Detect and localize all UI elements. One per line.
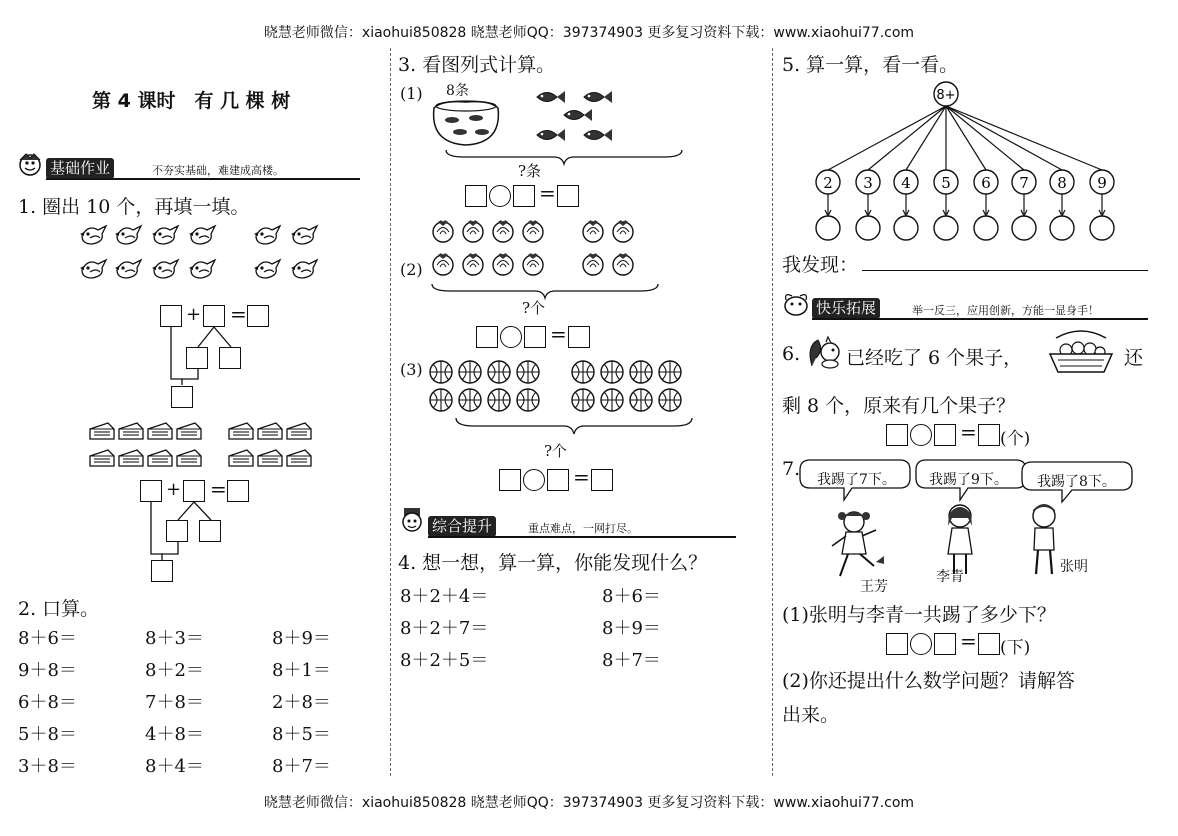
- section-banner-basic: [16, 156, 360, 180]
- tomato-icon: [520, 250, 546, 276]
- q4-expression[interactable]: 8＋2＋7＝: [400, 618, 489, 639]
- answer-box[interactable]: [568, 326, 590, 348]
- ball-icon: [486, 359, 512, 385]
- answer-box[interactable]: [140, 480, 162, 502]
- ball-icon: [599, 387, 625, 413]
- oral-calc-item[interactable]: 9＋8＝: [18, 660, 77, 681]
- q7-sub2: (2)你还提出什么数学问题？请解答: [782, 670, 1075, 692]
- pencil-case-icon: [175, 421, 203, 441]
- q7-sub2-end: 出来。: [782, 704, 840, 726]
- brace: [444, 148, 684, 166]
- tree-answer-circle[interactable]: [974, 216, 998, 240]
- q6-text: 已经吃了 6 个果子，: [846, 347, 1023, 369]
- column-divider: [390, 48, 391, 776]
- finding-answer-line[interactable]: [862, 270, 1148, 271]
- operator-circle[interactable]: [523, 469, 545, 491]
- bird-icon: [289, 256, 319, 280]
- q4-title: 4. 想一想，算一算，你能发现什么？: [398, 552, 708, 574]
- fish-icon: [582, 88, 614, 106]
- ball-icon: [457, 359, 483, 385]
- q6-unit: (个): [1000, 429, 1031, 449]
- fish-icon: [535, 126, 567, 144]
- q3-title: 3. 看图列式计算。: [398, 54, 556, 76]
- tomato-icon: [610, 250, 636, 276]
- page-footer: 晓慧老师微信：xiaohui850828 晓慧老师QQ：397374903 更多复习资料下载：www.xiaohui77.com: [263, 795, 915, 811]
- q3-part1-label: (1): [400, 84, 423, 103]
- tomato-icon: [580, 217, 606, 243]
- column-divider: [772, 48, 773, 776]
- oral-calc-item[interactable]: 8＋6＝: [18, 628, 77, 649]
- pencil-case-icon: [285, 448, 313, 468]
- tree-answer-circle[interactable]: [856, 216, 880, 240]
- lesson-title: 第 4 课时 有 几 棵 树: [92, 90, 291, 112]
- answer-box[interactable]: [978, 424, 1000, 446]
- operator-circle[interactable]: [910, 633, 932, 655]
- section-banner-combined: [398, 514, 736, 538]
- pencil-case-icon: [227, 448, 255, 468]
- equal-sign: =: [230, 302, 247, 326]
- pencil-case-icon: [146, 448, 174, 468]
- answer-box[interactable]: [183, 480, 205, 502]
- ball-icon: [486, 387, 512, 413]
- oral-calc-item[interactable]: 8＋5＝: [272, 724, 331, 745]
- pencil-case-icon: [146, 421, 174, 441]
- answer-box[interactable]: [199, 520, 221, 542]
- bird-icon: [150, 222, 180, 246]
- tomato-icon: [430, 217, 456, 243]
- brace: [454, 416, 694, 436]
- q3-part3-label: (3): [400, 360, 423, 379]
- q7-sub1: (1)张明与李青一共踢了多少下？: [782, 604, 1056, 626]
- answer-box[interactable]: [886, 424, 908, 446]
- operator-circle[interactable]: [910, 424, 932, 446]
- bird-icon: [187, 222, 217, 246]
- pencil-case-icon: [256, 448, 284, 468]
- pencil-case-icon: [285, 421, 313, 441]
- pencil-case-icon: [117, 421, 145, 441]
- tomato-icon: [430, 250, 456, 276]
- tomato-icon: [610, 217, 636, 243]
- q5-finding-label: 我发现：: [782, 254, 859, 276]
- oral-calc-item[interactable]: 2＋8＝: [272, 692, 331, 713]
- q4-expression[interactable]: 8＋2＋5＝: [400, 650, 489, 671]
- ball-icon: [657, 387, 683, 413]
- tree-node-label: 2: [823, 174, 833, 192]
- answer-box[interactable]: [186, 347, 208, 369]
- tomato-icon: [520, 217, 546, 243]
- equal-sign: =: [210, 477, 227, 501]
- q5-title: 5. 算一算，看一看。: [782, 54, 959, 76]
- q4-expression[interactable]: 8＋9＝: [602, 618, 661, 639]
- q3-part1-top: 8条: [446, 83, 469, 99]
- q3-part1-bottom: ?条: [518, 162, 542, 180]
- ball-icon: [515, 387, 541, 413]
- page-header: 晓慧老师微信：xiaohui850828 晓慧老师QQ：397374903 更多复习资料下载：www.xiaohui77.com: [263, 25, 915, 41]
- section-slogan: 举一反三，应用创新，方能一显身手！: [912, 304, 1099, 317]
- answer-box[interactable]: [524, 326, 546, 348]
- answer-box[interactable]: [978, 633, 1000, 655]
- bird-icon: [78, 222, 108, 246]
- fish-bowl-icon: [430, 98, 502, 148]
- q6-text-end: 还: [1124, 347, 1144, 369]
- answer-box[interactable]: [934, 424, 956, 446]
- q4-expression[interactable]: 8＋2＋4＝: [400, 586, 489, 607]
- q3-part2-bottom: ?个: [522, 299, 546, 317]
- ball-icon: [515, 359, 541, 385]
- mascot-icon: [782, 290, 812, 318]
- answer-box[interactable]: [203, 305, 225, 327]
- answer-box[interactable]: [465, 185, 487, 207]
- q6-question: 剩 8 个，原来有几个果子？: [782, 395, 1016, 417]
- tree-answer-circle[interactable]: [1012, 216, 1036, 240]
- bubble-text: 我踢了8下。: [1037, 474, 1116, 490]
- tree-node-label: 9: [1097, 174, 1107, 192]
- mascot-icon: [16, 152, 46, 178]
- answer-box[interactable]: [166, 520, 188, 542]
- kid-name: 李青: [936, 569, 964, 585]
- ball-icon: [457, 387, 483, 413]
- plus-sign: +: [166, 479, 182, 500]
- tomato-icon: [490, 250, 516, 276]
- answer-box[interactable]: [934, 633, 956, 655]
- oral-calc-item[interactable]: 4＋8＝: [145, 724, 204, 745]
- q7-number: 7.: [782, 458, 801, 480]
- bird-icon: [113, 256, 143, 280]
- oral-calc-item[interactable]: 8＋4＝: [145, 756, 204, 777]
- answer-box[interactable]: [476, 326, 498, 348]
- bird-icon: [289, 222, 319, 246]
- tree-answer-circle[interactable]: [1050, 216, 1074, 240]
- bubble-text: 我踢了7下。: [817, 472, 896, 488]
- answer-box[interactable]: [151, 560, 173, 582]
- tree-node-label: 5: [941, 174, 951, 192]
- q4-expression[interactable]: 8＋6＝: [602, 586, 661, 607]
- oral-calc-item[interactable]: 3＋8＝: [18, 756, 77, 777]
- ball-icon: [599, 359, 625, 385]
- fish-icon: [582, 126, 614, 144]
- bird-icon: [150, 256, 180, 280]
- pencil-case-icon: [256, 421, 284, 441]
- q2-title: 2. 口算。: [18, 598, 100, 620]
- q6-number: 6.: [782, 343, 801, 365]
- q7-unit: (下): [1000, 638, 1031, 658]
- bird-icon: [187, 256, 217, 280]
- bird-icon: [78, 256, 108, 280]
- pencil-case-icon: [88, 448, 116, 468]
- oral-calc-item[interactable]: 6＋8＝: [18, 692, 77, 713]
- section-label: 快乐拓展: [812, 298, 880, 319]
- tree-answer-circle[interactable]: [894, 216, 918, 240]
- pencil-case-icon: [117, 448, 145, 468]
- number-tree: [790, 78, 1130, 248]
- section-slogan: 重点难点，一网打尽。: [528, 522, 638, 535]
- oral-calc-item[interactable]: 7＋8＝: [145, 692, 204, 713]
- tree-node-label: 8: [1057, 174, 1067, 192]
- tomato-icon: [580, 250, 606, 276]
- answer-box[interactable]: [557, 185, 579, 207]
- tree-answer-circle[interactable]: [1090, 216, 1114, 240]
- equal-sign: =: [550, 322, 567, 346]
- answer-box[interactable]: [171, 386, 193, 408]
- oral-calc-item[interactable]: 8＋3＝: [145, 628, 204, 649]
- ball-icon: [570, 387, 596, 413]
- bird-icon: [252, 256, 282, 280]
- answer-box[interactable]: [499, 469, 521, 491]
- ball-icon: [628, 359, 654, 385]
- answer-box[interactable]: [591, 469, 613, 491]
- equal-sign: =: [539, 181, 556, 205]
- tree-node-label: 3: [863, 174, 873, 192]
- equal-sign: =: [960, 629, 977, 653]
- tomato-icon: [460, 250, 486, 276]
- bird-icon: [113, 222, 143, 246]
- tree-root-label: 8+: [936, 88, 956, 103]
- tree-answer-circle[interactable]: [934, 216, 958, 240]
- q4-expression[interactable]: 8＋7＝: [602, 650, 661, 671]
- section-label: 基础作业: [46, 158, 114, 179]
- ball-icon: [628, 387, 654, 413]
- answer-box[interactable]: [160, 305, 182, 327]
- answer-box[interactable]: [219, 347, 241, 369]
- oral-calc-item[interactable]: 8＋9＝: [272, 628, 331, 649]
- mascot-icon: [398, 506, 428, 536]
- bubble-text: 我踢了9下。: [929, 472, 1008, 488]
- oral-calc-item[interactable]: 8＋7＝: [272, 756, 331, 777]
- answer-box[interactable]: [547, 469, 569, 491]
- fish-icon: [535, 88, 567, 106]
- plus-sign: +: [186, 304, 202, 325]
- tree-answer-circle[interactable]: [816, 216, 840, 240]
- oral-calc-item[interactable]: 5＋8＝: [18, 724, 77, 745]
- equal-sign: =: [960, 420, 977, 444]
- fish-icon: [562, 106, 594, 124]
- kid-name: 张明: [1060, 559, 1088, 575]
- ball-icon: [428, 387, 454, 413]
- q3-part3-bottom: ?个: [544, 442, 568, 460]
- section-banner-extend: [782, 296, 1148, 320]
- girl-kicking-icon: [826, 506, 886, 586]
- tree-node-label: 4: [901, 174, 911, 192]
- tomato-icon: [460, 217, 486, 243]
- ball-icon: [657, 359, 683, 385]
- pencil-case-icon: [88, 421, 116, 441]
- bird-icon: [252, 222, 282, 246]
- equal-sign: =: [573, 465, 590, 489]
- q3-part2-label: (2): [400, 260, 423, 279]
- ball-icon: [428, 359, 454, 385]
- tree-node-label: 6: [981, 174, 991, 192]
- section-slogan: 不夯实基础，难建成高楼。: [152, 164, 284, 177]
- answer-box[interactable]: [227, 480, 249, 502]
- tree-node-label: 7: [1019, 174, 1029, 192]
- fruit-basket-icon: [1046, 332, 1116, 374]
- pencil-case-icon: [227, 421, 255, 441]
- operator-circle[interactable]: [489, 185, 511, 207]
- ball-icon: [570, 359, 596, 385]
- answer-box[interactable]: [886, 633, 908, 655]
- section-label: 综合提升: [428, 516, 496, 537]
- q1-title: 1. 圈出 10 个，再填一填。: [18, 196, 250, 218]
- pencil-case-icon: [175, 448, 203, 468]
- kid-name: 王芳: [860, 579, 888, 595]
- tomato-icon: [490, 217, 516, 243]
- squirrel-icon: [806, 336, 846, 370]
- oral-calc-item[interactable]: 8＋2＝: [145, 660, 204, 681]
- oral-calc-item[interactable]: 8＋1＝: [272, 660, 331, 681]
- answer-box[interactable]: [513, 185, 535, 207]
- answer-box[interactable]: [247, 305, 269, 327]
- operator-circle[interactable]: [500, 326, 522, 348]
